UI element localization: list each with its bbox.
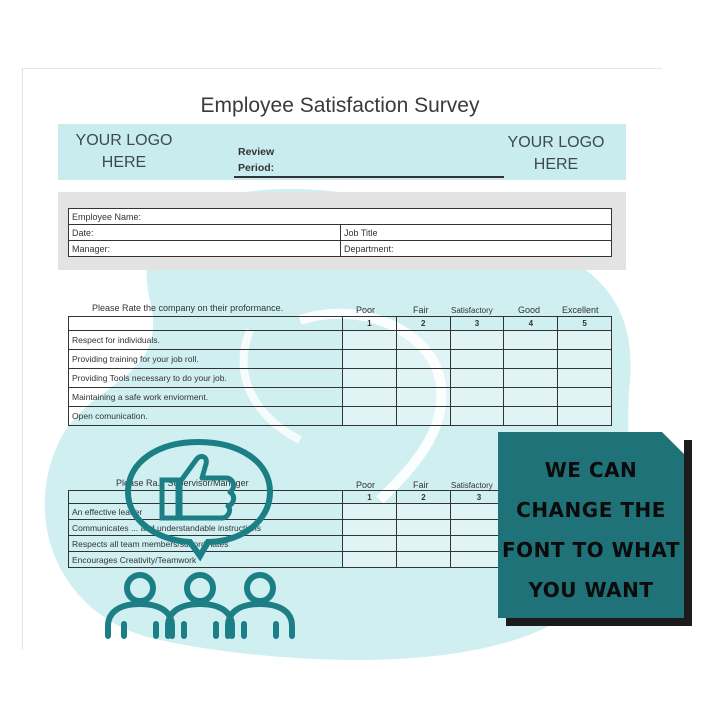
rating-number: 1 <box>343 317 397 331</box>
rating-label-fair: Fair <box>413 480 429 490</box>
question-label: Providing Tools necessary to do your job. <box>69 369 343 388</box>
rating-cell[interactable] <box>450 331 504 350</box>
callout-line-1: WE CAN <box>544 458 638 482</box>
employee-info-band <box>58 192 626 270</box>
rating-label-satisfactory: Satisfactory <box>451 481 493 490</box>
rating-cell[interactable] <box>450 407 504 426</box>
table-row <box>69 388 612 407</box>
rating-cell[interactable] <box>396 350 450 369</box>
employee-name-field[interactable]: Employee Name: <box>69 209 612 225</box>
rating-number: 5 <box>558 317 612 331</box>
table-row <box>69 331 612 350</box>
rating-cell[interactable] <box>397 504 451 520</box>
rating-cell[interactable] <box>504 388 558 407</box>
logo-left: YOUR LOGO HERE <box>75 132 173 171</box>
rating-cell[interactable] <box>558 331 612 350</box>
rating-cell[interactable] <box>504 331 558 350</box>
question-label: Open comunication. <box>69 407 343 426</box>
company-section-heading: Please Rate the company on their proformance. <box>92 303 284 313</box>
question-label: Encourages Creativity/Teamwork <box>69 552 343 568</box>
rating-cell[interactable] <box>450 350 504 369</box>
rating-cell[interactable] <box>397 536 451 552</box>
rating-number: 3 <box>451 491 508 504</box>
period-label: Period: <box>238 162 275 174</box>
rating-cell[interactable] <box>343 388 397 407</box>
rating-cell[interactable] <box>504 369 558 388</box>
rating-cell[interactable] <box>343 331 397 350</box>
date-field[interactable]: Date: <box>69 225 341 241</box>
callout-text <box>498 450 684 610</box>
rating-cell[interactable] <box>397 552 451 568</box>
rating-number: 2 <box>397 491 451 504</box>
rating-label-excellent: Excellent <box>562 305 599 315</box>
rating-cell[interactable] <box>558 369 612 388</box>
employee-info-table <box>68 208 612 257</box>
callout-line-3: FONT TO WHAT <box>502 538 680 562</box>
rating-cell[interactable] <box>343 536 397 552</box>
table-row <box>69 350 612 369</box>
rating-cell[interactable] <box>504 407 558 426</box>
rating-cell[interactable] <box>343 350 397 369</box>
font-change-callout <box>498 432 684 618</box>
question-label: Providing training for your job roll. <box>69 350 343 369</box>
rating-cell[interactable] <box>504 350 558 369</box>
rating-number: 4 <box>504 317 558 331</box>
rating-cell[interactable] <box>396 369 450 388</box>
rating-number: 1 <box>343 491 397 504</box>
review-label: Review <box>238 146 275 158</box>
company-rating-table <box>68 316 612 426</box>
question-label: Communicates ... and understandable instructions <box>69 520 343 536</box>
rating-cell[interactable] <box>396 407 450 426</box>
table-row <box>69 407 612 426</box>
review-period-label <box>238 144 274 176</box>
rating-label-fair: Fair <box>413 305 429 315</box>
rating-label-poor: Poor <box>356 480 376 490</box>
rating-cell[interactable] <box>558 350 612 369</box>
rating-cell[interactable] <box>343 520 397 536</box>
question-label: Maintaining a safe work enviorment. <box>69 388 343 407</box>
rating-number: 2 <box>396 317 450 331</box>
rating-cell[interactable] <box>397 520 451 536</box>
rating-label-poor: Poor <box>356 305 376 315</box>
rating-cell[interactable] <box>343 504 397 520</box>
review-period-line <box>234 176 504 178</box>
document-top-edge <box>22 68 662 69</box>
rating-cell[interactable] <box>558 388 612 407</box>
document-left-edge <box>22 68 23 650</box>
table-corner <box>69 317 343 331</box>
rating-cell[interactable] <box>343 369 397 388</box>
table-row <box>69 369 612 388</box>
rating-cell[interactable] <box>343 552 397 568</box>
callout-line-4: YOU WANT <box>528 578 654 602</box>
rating-label-satisfactory: Satisfactory <box>451 306 493 315</box>
rating-label-good: Good <box>518 305 541 315</box>
callout-line-2: CHANGE THE <box>516 498 666 522</box>
question-label: Respects all team members/subordinates <box>69 536 343 552</box>
rating-cell[interactable] <box>396 331 450 350</box>
survey-title: Employee Satisfaction Survey <box>200 94 480 117</box>
logo-band <box>58 124 626 180</box>
thumbs-up-speech-bubble-icon <box>128 442 270 556</box>
rating-cell[interactable] <box>396 388 450 407</box>
callout-box <box>498 432 684 618</box>
department-field[interactable]: Department: <box>341 241 612 257</box>
manager-section-heading: Please Ra... Supervisor/Manager <box>116 478 249 488</box>
question-label: An effective leader <box>69 504 343 520</box>
rating-cell[interactable] <box>558 407 612 426</box>
rating-cell[interactable] <box>343 407 397 426</box>
question-label: Respect for individuals. <box>69 331 343 350</box>
group-of-people-icon <box>100 430 300 640</box>
job-title-field[interactable]: Job Title <box>341 225 612 241</box>
manager-field[interactable]: Manager: <box>69 241 341 257</box>
rating-number: 3 <box>450 317 504 331</box>
logo-right: YOUR LOGO HERE <box>507 134 605 173</box>
rating-cell[interactable] <box>450 369 504 388</box>
rating-cell[interactable] <box>450 388 504 407</box>
